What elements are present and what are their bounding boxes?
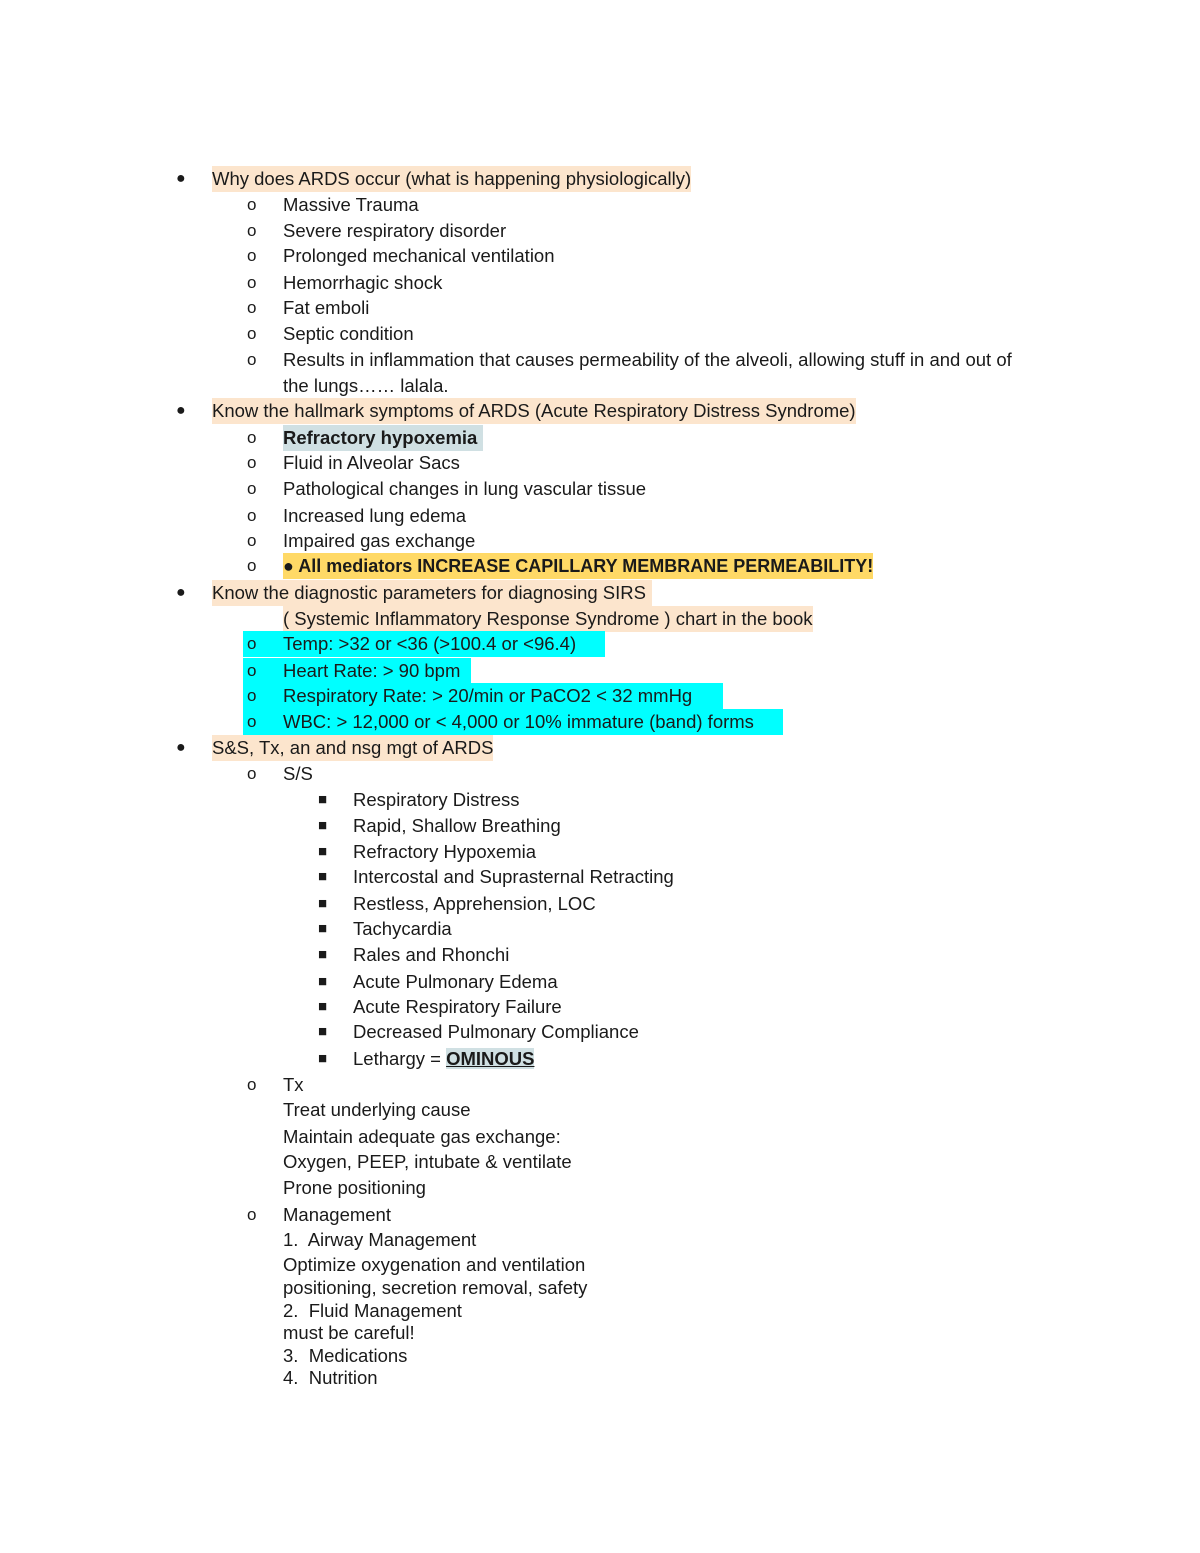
level3-bullet: ■ (318, 1050, 328, 1067)
level3-bullet: ■ (318, 946, 328, 963)
level1-bullet: ● (176, 170, 186, 187)
level3-bullet: ■ (318, 843, 328, 860)
level2-bullet: o (247, 764, 257, 783)
level2-bullet: o (247, 531, 257, 550)
level2-bullet: o (247, 298, 257, 317)
level2-bullet: o (247, 634, 257, 653)
level3-bullet: ■ (318, 998, 328, 1015)
level2-bullet: o (247, 273, 257, 292)
level1-bullet: ● (176, 584, 186, 601)
level2-bullet: o (247, 350, 257, 369)
ominous-emphasis: OMINOUS (446, 1048, 535, 1069)
level2-bullet: o (247, 195, 257, 214)
level2-bullet: o (247, 661, 257, 680)
level3-bullet: ■ (318, 895, 328, 912)
level1-bullet: ● (176, 402, 186, 419)
level3-bullet: ■ (318, 791, 328, 808)
level2-bullet: o (247, 453, 257, 472)
level2-bullet: o (247, 246, 257, 265)
level3-bullet: ■ (318, 1023, 328, 1040)
level2-bullet: o (247, 324, 257, 343)
level2-bullet: o (247, 556, 257, 575)
level2-bullet: o (247, 221, 257, 240)
level2-bullet: o (247, 1205, 257, 1224)
level2-bullet: o (247, 479, 257, 498)
level3-bullet: ■ (318, 868, 328, 885)
level1-bullet: ● (176, 739, 186, 756)
level3-bullet: ■ (318, 973, 328, 990)
level2-bullet: o (247, 686, 257, 705)
level2-bullet: o (247, 712, 257, 731)
level2-bullet: o (247, 506, 257, 525)
level2-bullet: o (247, 1075, 257, 1094)
level3-bullet: ■ (318, 920, 328, 937)
level3-bullet: ■ (318, 817, 328, 834)
level2-bullet: o (247, 428, 257, 447)
document-page: ● Why does ARDS occur (what is happening physiologically) o Massive Trauma o Severe respiratory disorder o Prolonged mechanical ventilation o Hemorrhagic shock o Fat emboli o Septic condition o Results in inflammation that causes permeability of the alveoli, allowing stuff in and out of the lungs…… lalala. ● Know the hallmark symptoms of ARDS (Acute Respiratory Distress Syndrome) o Refractory hypoxemia o Fluid in Alveolar Sacs o Pathological changes in lung vascular tissue o Increased lung edema o Impaired gas exchange o ● All mediators INCREASE CAPILLARY MEMBRANE PERMEABILITY! ● Know the diagnostic parameters for diagnosing SIRS ( Systemic Inflammatory Response Syndrome ) chart in the book o Temp: >32 or <36 (>100.4 or <96.4) o Heart Rate: > 90 bpm o Respiratory Rate: > 20/min or PaCO2 < 32 mmHg o WBC: > 12,000 or < 4,000 or 10% immature (band) forms ● S&S, Tx, an and nsg mgt of ARDS o S/S ■ Respiratory Distress ■ Rapid, Shallow Breathing ■ Refractory Hypoxemia ■ Intercostal and Suprasternal Retracting ■ Restless, Apprehension, LOC ■ Tachycardia ■ Rales and Rhonchi ■ Acute Pulmonary Edema ■ Acute Respiratory Failure ■ Decreased Pulmonary Compliance ■ Lethargy = OMINOUS o Tx Treat underlying cause Maintain adequate gas exchange: Oxygen, PEEP, intubate & ventilate Prone positioning o Management 1. Airway Management Optimize oxygenation and ventilation positioning, secretion removal, safety 2. Fluid Management must be careful! 3. Medications 4. Nutrition (176, 168, 1012, 1388)
